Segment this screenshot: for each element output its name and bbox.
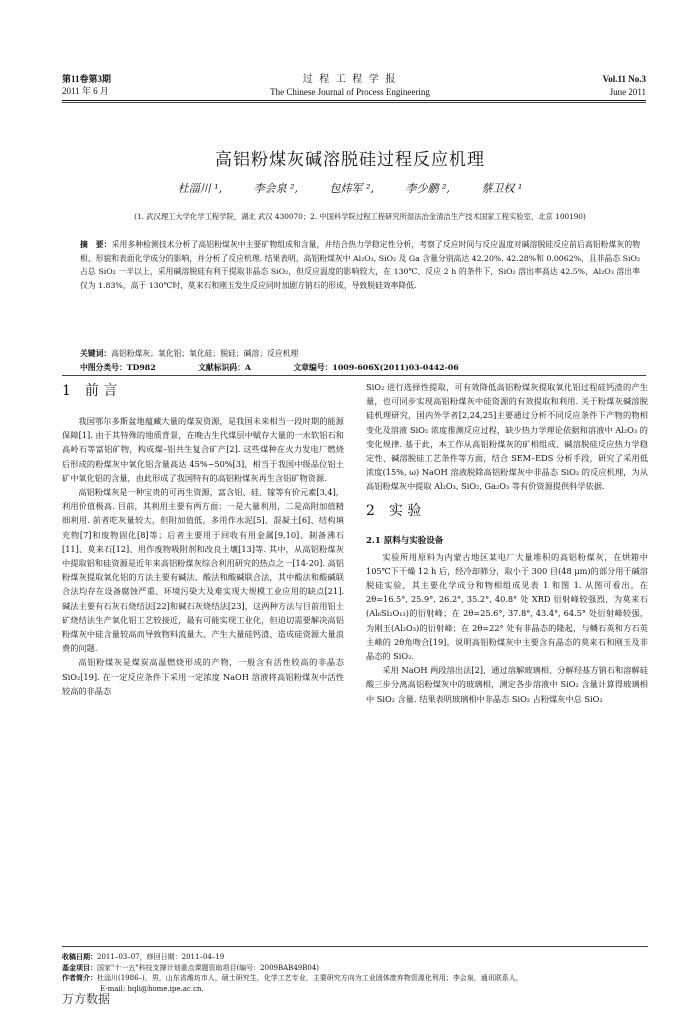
journal-title-en: The Chinese Journal of Process Engineering	[270, 87, 430, 97]
author-list	[0, 180, 700, 196]
affiliation: (1. 武汉理工大学化学工程学院，湖北 武汉 430070；2. 中国科学院过程工程研究所湿法冶金清洁生产技术国家工程实验室，北京 100190)	[134, 212, 586, 221]
footnote-fund: 基金项目：国家"十一五"科技支撑计划重点课题资助项目(编号：2009BAB49B04)	[62, 962, 320, 972]
header-date: 2011 年 6 月	[62, 86, 109, 96]
paragraph: 实验所用原料为内蒙古地区某电厂大量堆积的高铝粉煤灰，在烘箱中 105℃下干燥 12 h 后，经冷却筛分，取小于 300 目(48 μm)的部分用于碱溶脱硅实验，其主要化学成分和物相组成见表 1 和图 1. 从图可看出，在 2θ=16.5°, 25.9°, 26.2°, 35.2°, 40.8° 处 XRD 衍射峰较强烈，为莫来石(Al₆Si₂O₁₃)的衍射峰；在 2θ=25.6°, 37.8°, 43.4°, 64.5° 处衍射峰较强，为刚玉(Al₂O₃)的衍射峰；在 2θ=22° 处有非晶态的隆起，与鳞石英和方石英主峰的 2θ角吻合[19]，说明高铝粉煤灰中主要含有晶态的莫来石和刚玉及非晶态的 SiO₂.	[366, 551, 648, 662]
footnote	[62, 952, 648, 994]
header-volume: 第11卷第3期	[62, 74, 112, 84]
right-column	[366, 380, 648, 706]
paragraph: SiO₂ 进行选择性提取，可有效降低高铝粉煤灰提取氧化铝过程硅钙渣的产生量，也可同步实现高铝粉煤灰中硅资源的有效提取和利用. 关于粉煤灰碱溶脱硅机理研究，国内外学者[2,24,25]主要通过分析不同反应条件下产物的物相变化及溶液 SiO₂ 浓度推测反应过程，缺少热力学理论依据和溶液中 Al₂O₃ 的变化规律. 基于此，本工作从高铝粉煤灰的矿相组成、碱溶脱硅反应热力学稳定性、碱溶脱硅工艺条件等方面，结合 SEM–EDS 分析手段，研究了采用低浓度(15%, ω) NaOH 溶液脱除高铝粉煤灰中非晶态 SiO₂ 的反应机理，为从高铝粉煤灰中提取 Al₂O₃, SiO₂, Ga₂O₃ 等有价资源提供科学依据.	[366, 382, 648, 492]
footnote-received: 收稿日期：2011–03–07，修回日期：2011–04–19	[62, 952, 225, 961]
author: 包炜军 ²,	[329, 182, 374, 195]
journal-title-cn: 过 程 工 程 学 报	[302, 74, 398, 85]
section-heading-experiment: 2 实 验	[366, 502, 422, 519]
header-date-en: June 2011	[609, 87, 646, 97]
keywords-label: 关键词：	[80, 349, 112, 358]
keywords-text: 高铝粉煤灰；氧化铝；氧化硅；脱硅；碱溶；反应机理	[111, 349, 299, 358]
paper-title: 高铝粉煤灰碱溶脱硅过程反应机理	[215, 150, 485, 170]
footnote-rule	[62, 946, 648, 947]
subsection-heading: 2.1 原料与实验设备	[366, 535, 444, 546]
classification-line	[80, 362, 640, 373]
author: 杜淄川 ¹,	[177, 182, 223, 195]
abstract	[80, 238, 640, 292]
paragraph: 高铝粉煤灰是一种宝贵的可再生资源，富含铝、硅、镓等有价元素[3,4]，利用价值极高. 目前，其利用主要有两方面：一是大量利用，二是高附加值精细利用. 前者吃灰量较大，但附加值低，多用作水泥[5]、混凝土[6]、结构填充物[7]和废物固化[8]等；后者主要用于回收有用金属[9,10]、制备沸石[11]、莫来石[12]、用作废物吸附剂和改良土壤[13]等. 其中，从高铝粉煤灰中提取铝和硅资源是近年来高铝粉煤灰综合利用研究的热点之一[14-20]. 高铝粉煤灰提取氧化铝的方法主要有碱法、酸法和酸碱联合法，其中酸法和酸碱联合法均存在设备腐蚀严重、环境污染大及难实现大规模工业应用的缺点[21]. 碱法主要有石灰石烧结法[22]和碱石灰烧结法[23]，这两种方法与目前用铝土矿烧结法生产氧化铝工艺较接近，最有可能实现工业化，但迫切需要解决高铝粉煤灰中硅含量较高而导致物料流量大、产生大量硅钙渣、造成硅资源大量浪费的问题.	[62, 487, 344, 654]
header-rule-thin	[62, 102, 646, 103]
paragraph: 高铝粉煤灰是煤炭高温燃烧形成的产物，一般含有活性较高的非晶态 SiO₂[19]. 在一定反应条件下采用一定浓度 NaOH 溶液将高铝粉煤灰中活性较高的非晶态	[62, 657, 344, 696]
header-rule	[62, 100, 646, 101]
header-vol-en: Vol.11 No.3	[602, 74, 646, 84]
author: 李少鹏 ²,	[405, 182, 450, 195]
keywords	[80, 348, 640, 359]
watermark: 万方数据	[62, 992, 111, 1006]
abstract-rule	[62, 375, 646, 376]
abstract-text: 采用多种检测技术分析了高铝粉煤灰中主要矿物组成和含量，并结合热力学稳定性分析，考察了反应时间与反应温度对碱溶脱硅反应前后高铝粉煤灰的物相、形貌和表面化学成分的影响，并分析了反应机理. 结果表明，高铝粉煤灰中 Al₂O₃, SiO₂ 及 Ga 含量分别高达 42.20%, 42.28%和 0.0062%，且非晶态 SiO₂ 占总 SiO₂ 一半以上，采用碱溶脱硅有利于提取非晶态 SiO₂，但反应温度的影响较大，在 130℃、反应 2 h 的条件下，SiO₂ 溶出率高达 42.5%，Al₂O₃ 溶出率仅为 1.83%，高于 130℃时，莫来石和刚玉发生反应同时加剧方钠石的形成，导致脱硅效率降低.	[80, 240, 641, 290]
footnote-email: E-mail: hqli@home.ipe.ac.cn.	[100, 984, 204, 993]
left-column	[62, 380, 344, 698]
paragraph: 采用 NaOH 两段溶出法[2]，通过溶解玻璃相、分解羟基方钠石和溶解硅酸三步分离高铝粉煤灰中的玻璃相，测定各步溶液中 SiO₂ 含量计算得玻璃相中 SiO₂ 含量. 结果表明玻璃相中非晶态 SiO₂ 占粉煤灰中总 SiO₂	[366, 665, 648, 704]
doc-code: 文献标识码：A	[198, 363, 251, 372]
paragraph: 我国鄂尔多斯盆地蕴藏大量的煤炭资源，是我国未来相当一段时期的能源保障[1]. 由于其特殊的地质背景，在晚古生代煤层中赋存大量的一水软铝石和高岭石等富铝矿物，构成煤–铝共生复合矿产[2]. 这些煤种在火力发电厂燃烧后形成的粉煤灰中氧化铝含量高达 45%~50%[3]，相当于我国中级品位铝土矿中氧化铝的含量，由此形成了我国特有的高铝粉煤灰再生含铝矿物资源.	[62, 416, 344, 483]
abstract-label: 摘 要：	[80, 240, 112, 249]
footnote-author: 作者简介：杜淄川(1986–)，男，山东省潍坊市人，硕士研究生，化学工艺专业，主要研究方向为工业固体废弃物资源化利用；李会泉，通讯联系人，	[62, 973, 523, 982]
author: 蔡卫权 ¹	[481, 182, 523, 195]
section-heading-intro: 1 前 言	[62, 383, 118, 399]
clc: 中图分类号：TD982	[80, 363, 156, 372]
author: 李会泉 ²,	[253, 182, 299, 195]
article-no: 文章编号：1009-606X(2011)03-0442-06	[293, 363, 459, 372]
